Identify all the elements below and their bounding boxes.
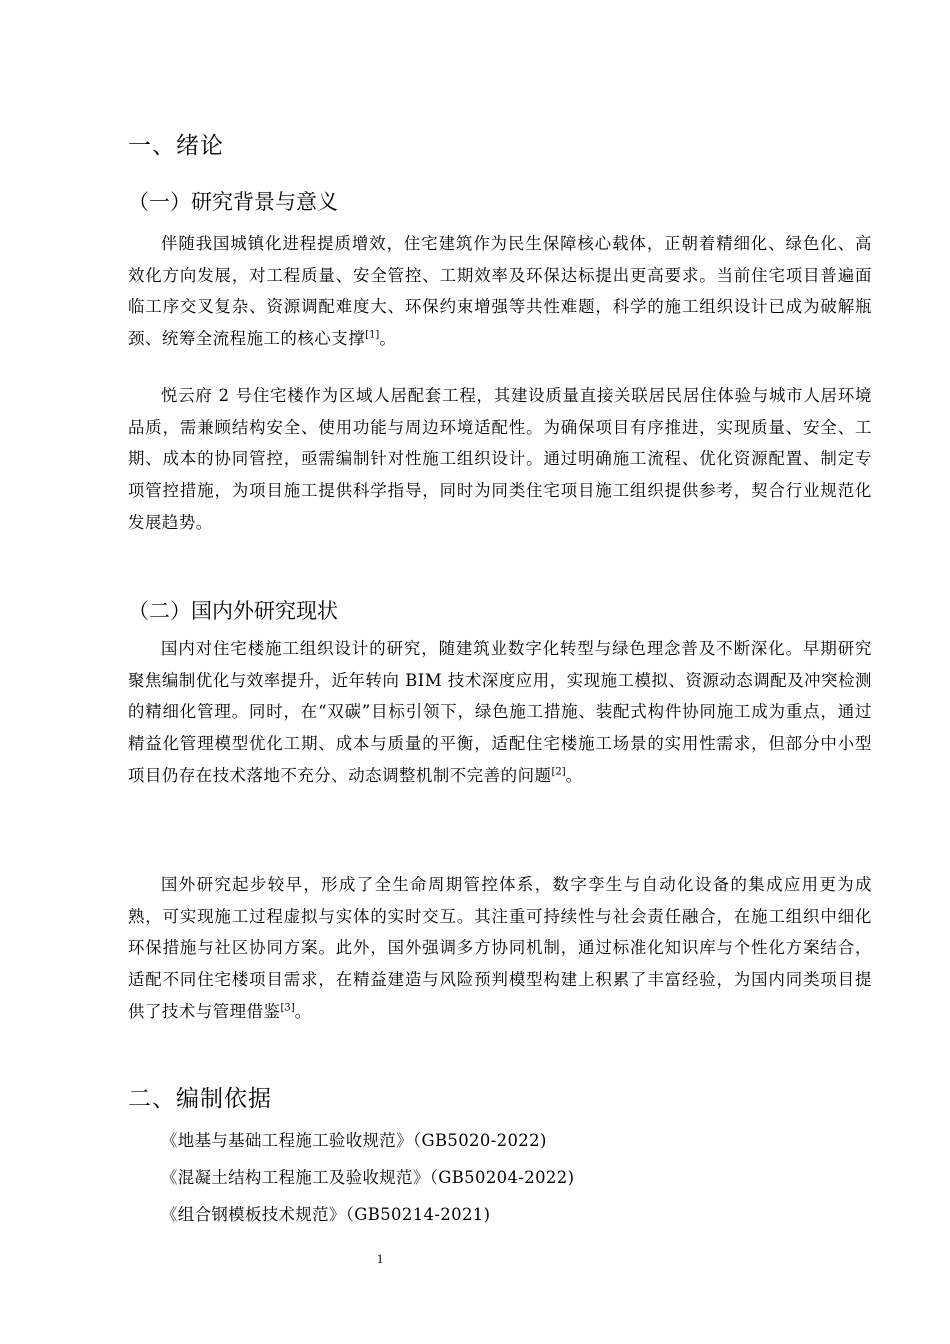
paragraph-text: 悦云府 2 号住宅楼作为区域人居配套工程，其建设质量直接关联居民居住体验与城市人居环境品质，需兼顾结构安全、使用功能与周边环境适配性。为确保项目有序推进，实现质量、安全、工期、成本的协同管控，亟需编制针对性施工组织设计。通过明确施工流程、优化资源配置、制定专项管控措施，为项目施工提供科学指导，同时为同类住宅项目施工组织提供参考，契合行业规范化发展趋势。: [128, 386, 872, 532]
subsection-heading-background: （一）研究背景与意义: [128, 190, 338, 214]
paragraph-background-1: [128, 228, 872, 355]
standard-item: 《组合钢模板技术规范》（GB50214-2021): [161, 1205, 491, 1224]
standard-item: 《混凝土结构工程施工及验收规范》（GB50204-2022): [161, 1168, 575, 1187]
page-number: 1: [376, 1251, 384, 1266]
section-heading-basis: 二、编制依据: [128, 1086, 272, 1112]
paragraph-status-foreign: [128, 869, 872, 1028]
subsection-heading-status: （二）国内外研究现状: [128, 599, 338, 623]
paragraph-text: 国内对住宅楼施工组织设计的研究，随建筑业数字化转型与绿色理念普及不断深化。早期研究聚焦编制优化与效率提升，近年转向 BIM 技术深度应用，实现施工模拟、资源动态调配及冲突检测的精细化管理。同时，在“双碳”目标引领下，绿色施工措施、装配式构件协同施工成为重点，通过精益化管理模型优化工期、成本与质量的平衡，适配住宅楼施工场景的实用性需求，但部分中小型项目仍存在技术落地不充分、动态调整机制不完善的问题: [128, 639, 872, 785]
paragraph-status-domestic: [128, 633, 872, 792]
paragraph-text: 国外研究起步较早，形成了全生命周期管控体系，数字孪生与自动化设备的集成应用更为成熟，可实现施工过程虚拟与实体的实时交互。其注重可持续性与社会责任融合，在施工组织中细化环保措施与社区协同方案。此外，国外强调多方协同机制，通过标准化知识库与个性化方案结合，适配不同住宅楼项目需求，在精益建造与风险预判模型构建上积累了丰富经验，为国内同类项目提供了技术与管理借鉴: [128, 875, 872, 1021]
citation-ref: [2]: [551, 766, 566, 778]
paragraph-end: 。: [565, 765, 583, 785]
citation-ref: [1]: [365, 329, 380, 341]
paragraph-background-2: [128, 380, 872, 539]
paragraph-end: 。: [294, 1001, 312, 1021]
citation-ref: [3]: [280, 1002, 295, 1014]
section-heading-intro: 一、绪论: [128, 133, 224, 159]
standard-item: 《地基与基础工程施工验收规范》（GB5020-2022): [161, 1131, 547, 1150]
paragraph-end: 。: [379, 329, 397, 349]
paragraph-text: 伴随我国城镇化进程提质增效，住宅建筑作为民生保障核心载体，正朝着精细化、绿色化、高效化方向发展，对工程质量、安全管控、工期效率及环保达标提出更高要求。当前住宅项目普遍面临工序交叉复杂、资源调配难度大、环保约束增强等共性难题，科学的施工组织设计已成为破解瓶颈、统筹全流程施工的核心支撑: [128, 234, 872, 349]
